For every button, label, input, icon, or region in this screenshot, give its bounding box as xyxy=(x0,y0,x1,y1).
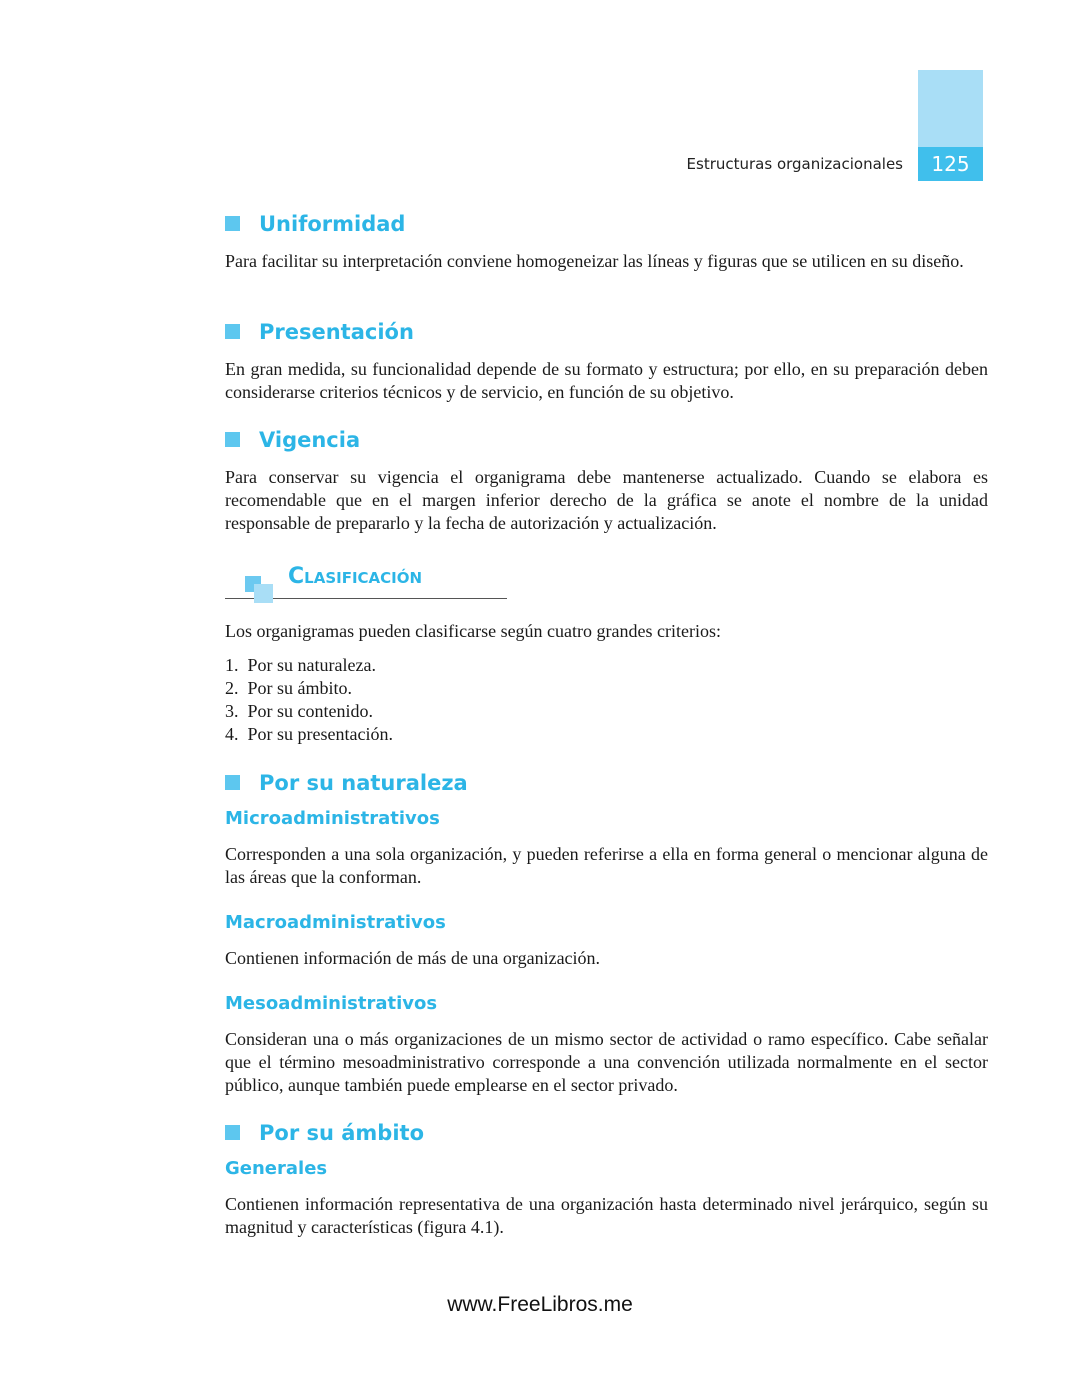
subheading-macro: Macroadministrativos xyxy=(225,912,446,933)
subheading-micro: Microadministrativos xyxy=(225,808,440,829)
heading-naturaleza xyxy=(225,771,468,795)
square-bullet-icon xyxy=(225,1125,240,1140)
heading-vigencia xyxy=(225,428,360,452)
list-item: 4. Por su presentación. xyxy=(225,724,393,744)
heading-clasificacion xyxy=(225,562,507,599)
square-bullet-icon xyxy=(225,216,240,231)
heading-text: Por su naturaleza xyxy=(259,771,468,795)
paragraph-micro: Corresponden a una sola organización, y pueden referirse a ella en forma general o mencionar alguna de las áreas que la conforman. xyxy=(225,844,988,887)
square-bullet-icon xyxy=(225,324,240,339)
square-decoration-icon xyxy=(254,584,273,603)
paragraph-macro: Contienen información de más de una organización. xyxy=(225,948,601,968)
square-bullet-icon xyxy=(225,775,240,790)
paragraph-meso: Consideran una o más organizaciones de un mismo sector de actividad o ramo específico. Cabe señalar que el término mesoadministrativo corresponde a una convención utilizada normalmente en el sector público, aunque también puede emplearse en el sector privado. xyxy=(225,1029,988,1095)
square-bullet-icon xyxy=(225,432,240,447)
heading-text: Clasificación xyxy=(288,564,423,589)
heading-text: Por su ámbito xyxy=(259,1121,424,1145)
paragraph-uniformidad: Para facilitar su interpretación conviene homogeneizar las líneas y figuras que se utilicen en su diseño. xyxy=(225,251,964,271)
paragraph-generales: Contienen información representativa de una organización hasta determinado nivel jerárquico, según su magnitud y características (figura 4.1). xyxy=(225,1194,988,1237)
heading-text: Uniformidad xyxy=(259,212,406,236)
paragraph-clasificacion-intro: Los organigramas pueden clasificarse según cuatro grandes criterios: xyxy=(225,621,721,641)
heading-ambito xyxy=(225,1121,424,1145)
heading-text: Presentación xyxy=(259,320,414,344)
subheading-meso: Mesoadministrativos xyxy=(225,993,438,1014)
page-tab-decoration xyxy=(918,70,983,147)
running-title: Estructuras organizacionales xyxy=(686,155,903,173)
list-item: 3. Por su contenido. xyxy=(225,701,373,721)
heading-text: Vigencia xyxy=(259,428,361,452)
list-item: 2. Por su ámbito. xyxy=(225,678,353,698)
heading-presentacion xyxy=(225,320,414,344)
subheading-generales: Generales xyxy=(225,1158,328,1179)
list-item: 1. Por su naturaleza. xyxy=(225,655,376,675)
footer-url: www.FreeLibros.me xyxy=(447,1293,633,1316)
heading-uniformidad xyxy=(225,212,405,236)
criteria-list xyxy=(225,654,393,746)
paragraph-presentacion: En gran medida, su funcionalidad depende de su formato y estructura; por ello, en su preparación deben considerarse criterios técnicos y de servicio, en función de su objetivo. xyxy=(225,359,988,402)
page-number: 125 xyxy=(918,147,983,181)
paragraph-vigencia: Para conservar su vigencia el organigrama debe mantenerse actualizado. Cuando se elabora es recomendable que en el margen inferior derecho de la gráfica se anote el nombre de la unidad responsable de prepararlo y la fecha de autorización y actualización. xyxy=(225,467,988,533)
